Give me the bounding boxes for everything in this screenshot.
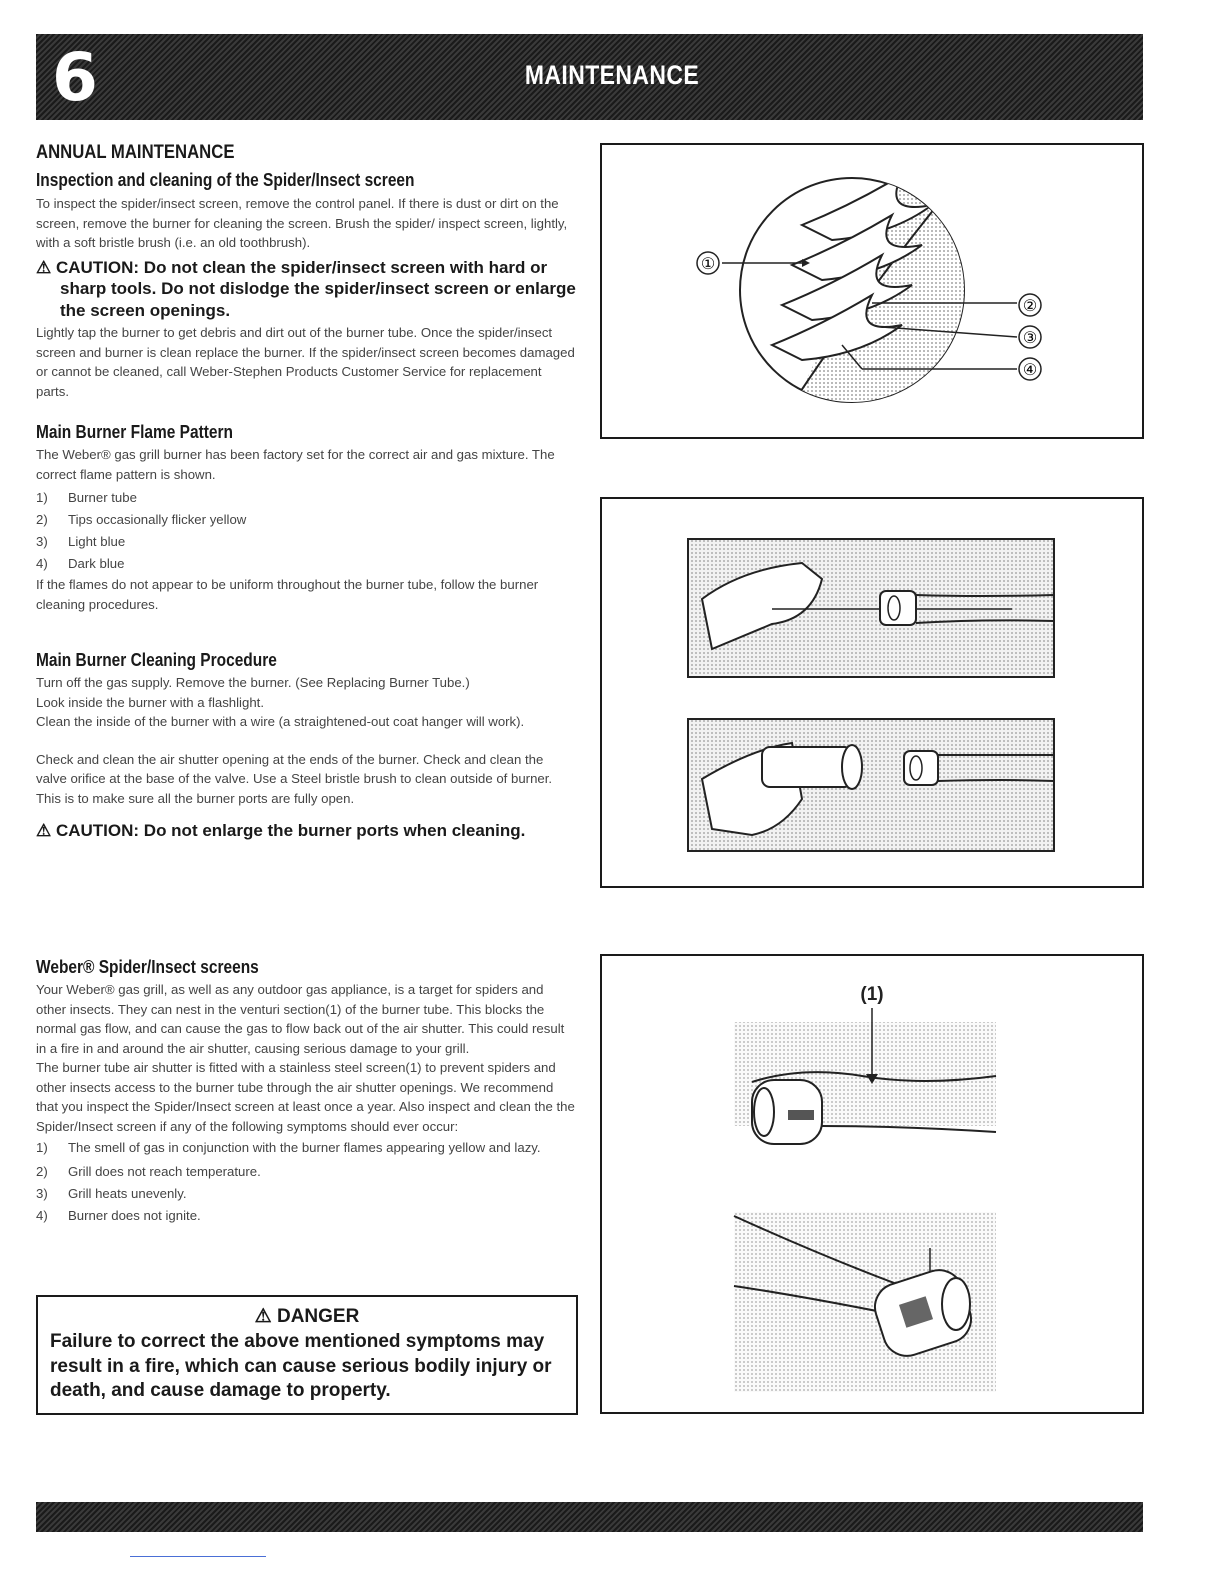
danger-title: ⚠ DANGER bbox=[254, 1306, 360, 1327]
flame-intro: The Weber® gas grill burner has been factory set for the correct air and gas mixture. The correct flame pattern is shown. bbox=[36, 447, 555, 482]
cleaning-figure bbox=[600, 497, 1144, 888]
callout-3: ③ bbox=[1022, 330, 1038, 347]
list-item: 4) Dark blue bbox=[36, 556, 125, 571]
annual-intro: To inspect the spider/insect screen, remove the control panel. If there is dust or dirt on the screen, remove the burner for cleaning the screen. Brush the spider/ inspect screen, lightly, with a soft bristle brush (i.e. an old toothbrush). bbox=[36, 196, 568, 250]
flame-list bbox=[36, 487, 576, 575]
footer-link-underline bbox=[130, 1556, 266, 1557]
list-item: 1) Burner tube bbox=[36, 490, 137, 505]
flame-outro: If the flames do not appear to be uniform throughout the burner tube, follow the burner cleaning procedures. bbox=[36, 577, 539, 612]
footer-bar bbox=[36, 1502, 1143, 1532]
list-item: 3) Grill heats unevenly. bbox=[36, 1186, 187, 1201]
screen-illustration bbox=[602, 956, 1142, 1412]
screen-label-top: (1) bbox=[860, 984, 884, 1005]
cleaning-line-3: Clean the inside of the burner with a wire (a straightened-out coat hanger will work). bbox=[36, 714, 525, 729]
cleaning-heading: Main Burner Cleaning Procedure bbox=[36, 650, 277, 670]
insect-screen-figure bbox=[600, 954, 1144, 1414]
insect-screens-section bbox=[36, 957, 576, 1227]
callout-4: ④ bbox=[1022, 362, 1038, 379]
chapter-number: 6 bbox=[52, 39, 98, 116]
screens-para-2: The burner tube air shutter is fitted with a stainless steel screen(1) to prevent spiders and other insects access to the burner tube through the air shutter openings. We recommend that you inspect the Spider/Insect screen at least once a year. Also inspect and clean the the Spider/Insect screen if any of the following symptoms should ever occur: bbox=[36, 1060, 575, 1134]
danger-box bbox=[36, 1295, 578, 1415]
cleaning-illustration bbox=[602, 499, 1142, 886]
annual-maintenance-section bbox=[36, 142, 576, 401]
screens-para-1: Your Weber® gas grill, as well as any outdoor gas appliance, is a target for spiders and other insects. They can nest in the venturi section(1) of the burner tube. This blocks the normal gas flow, and can cause the gas to flow back out of the air shutter. This could result in a fire in and around the air shutter, causing serious damage to your grill. bbox=[36, 982, 565, 1056]
cleaning-line-2: Look inside the burner with a flashlight. bbox=[36, 694, 264, 710]
callout-2: ② bbox=[1022, 298, 1038, 315]
spider-screen-subheading: Inspection and cleaning of the Spider/Insect screen bbox=[36, 170, 415, 190]
danger-text: Failure to correct the above mentioned symptoms may result in a fire, which can cause serious bodily injury or death, and cause damage to property. bbox=[50, 1331, 552, 1401]
cleaning-line-1: Turn off the gas supply. Remove the burner. (See Replacing Burner Tube.) bbox=[36, 675, 470, 690]
cleaning-para-2: Check and clean the air shutter opening at the ends of the burner. Check and clean the valve orifice at the base of the valve. Use a Steel bristle brush to clean outside of burner. This is to make sure all the burner ports are fully open. bbox=[36, 751, 553, 806]
brush-illustration bbox=[762, 747, 852, 787]
cleaning-section bbox=[36, 650, 576, 844]
list-item: 2) Tips occasionally flicker yellow bbox=[36, 512, 247, 527]
flame-pattern-section bbox=[36, 422, 576, 614]
caution-spider-screen: ⚠ CAUTION: Do not clean the spider/insect screen with hard or sharp tools. Do not dislodge the spider/insect screen or enlarge the screen openings. bbox=[36, 257, 576, 320]
page-title: MAINTENANCE bbox=[524, 60, 700, 90]
symptoms-list bbox=[36, 1138, 576, 1227]
list-item: 2) Grill does not reach temperature. bbox=[36, 1164, 261, 1179]
flame-illustration bbox=[602, 145, 1142, 437]
screens-heading: Weber® Spider/Insect screens bbox=[36, 957, 259, 977]
list-item: 1) The smell of gas in conjunction with the burner flames appearing yellow and lazy. bbox=[36, 1140, 541, 1155]
flame-pattern-figure bbox=[600, 143, 1144, 439]
list-item: 4) Burner does not ignite. bbox=[36, 1208, 201, 1223]
caution-burner-ports: ⚠ CAUTION: Do not enlarge the burner ports when cleaning. bbox=[36, 821, 526, 840]
flame-heading: Main Burner Flame Pattern bbox=[36, 422, 233, 442]
list-item: 3) Light blue bbox=[36, 534, 126, 549]
annual-body: Lightly tap the burner to get debris and dirt out of the burner tube. Once the spider/insect screen and burner is clean replace the burner. If the spider/insect screen becomes damaged or cannot be cleaned, call Weber-Stephen Products Customer Service for replacement parts. bbox=[36, 325, 575, 399]
annual-heading: ANNUAL MAINTENANCE bbox=[36, 142, 235, 163]
callout-1: ① bbox=[700, 256, 716, 273]
